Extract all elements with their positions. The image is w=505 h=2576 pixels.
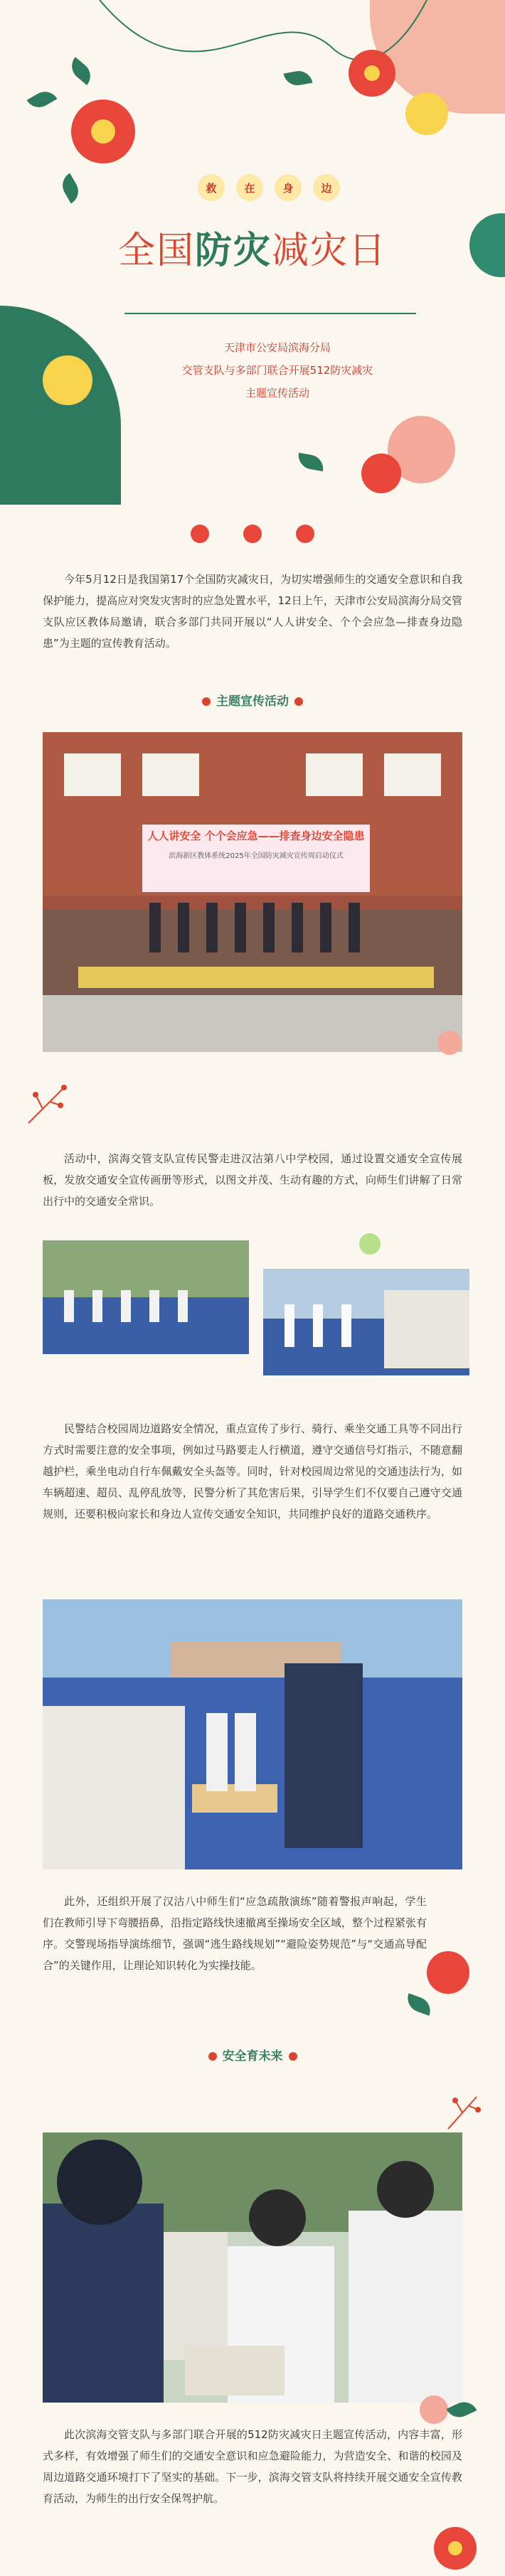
photo-police-leaflets [43,1599,462,1869]
red-flower-icon [361,454,401,493]
tag-shen: 身 [275,174,302,201]
small-flower-icon [296,525,314,543]
red-flower-icon [427,1951,469,1994]
flower-center-icon [448,2541,462,2555]
tag-zai: 在 [236,174,263,201]
section-title-1: 主题宣传活动 [0,691,505,709]
banner-text: 人人讲安全 个个会应急——排查身边安全隐患 [147,830,365,842]
leaf-icon [404,1993,435,2016]
subtitle-line-1: 天津市公安局滨海分局 [223,341,331,354]
divider [124,313,416,314]
flower-center-icon [91,119,115,144]
branch-icon [21,1080,71,1130]
page-title: 全国防灾减灾日 [117,229,388,272]
title-flower-icon [208,2052,217,2061]
small-flower-icon [191,525,209,543]
intro-paragraph: 今年5月12日是我国第17个全国防灾减灾日，为切实增强师生的交通安全意识和自我保护能力，提高应对突发灾害时的应急处置水平，12日上午，天津市公安局滨海分局交管支队应区教体局邀请，联合多部门共同开展以“人人讲安全、个个会应急—排查身边隐患”为主题的宣传教育活动。 [43,573,462,650]
yellow-flower-icon [43,355,92,405]
tag-jiu: 救 [198,174,225,201]
title-flower-icon [202,697,211,706]
paragraph-1: 活动中，滨海交管支队宣传民警走进汉沽第八中学校园，通过设置交通安全宣传展板，发放交通安全宣传画册等形式，以图文并茂、生动有趣的方式，向师生们讲解了日常出行中的交通安全常识。 [43,1152,462,1208]
photo-students-outdoor [43,1240,249,1354]
branch-icon [441,2090,484,2132]
subtitle-line-3: 主题宣传活动 [245,387,309,399]
vine-decoration [0,0,505,100]
section-title-2: 安全育未来 [0,2046,505,2064]
green-balloon-icon [359,1233,381,1255]
banner-subtext: 滨海新区教体系统2025年全国防灾减灾宣传周启动仪式 [169,852,344,860]
title-flower-icon [294,697,303,706]
paragraph-3: 此外，还组织开展了汉沽八中师生们“应急疏散演练”随着警报声响起，学生们在教师引导下弯腰捂鼻，沿指定路线快速撤离至操场安全区域，整个过程紧张有序。交警现场指导演练细节，强调“逃生路线规划”“避险姿势规范”与“交通高导配合”的关键作用，让理论知识转化为实操技能。 [43,1895,427,1972]
paragraph-2: 民警结合校园周边道路安全情况，重点宣传了步行、骑行、乘坐交通工具等不同出行方式时需要注意的安全事项，例如过马路要走人行横道，遵守交通信号灯指示，不随意翻越护栏，乘坐电动自行车佩戴安全头盔等。同时，针对校园周边常见的交通违法行为，如车辆超速、超员、乱停乱放等，民警分析了其危害后果，引导学生们不仅要自己遵守交通规则，还要积极向家长和身边人宣传交通安全知识，共同维护良好的道路交通秩序。 [43,1422,462,1520]
photo-ceremony [43,732,462,1052]
header-teal-blob [0,306,121,505]
flower-center-icon [364,65,380,81]
photo-officer-students [43,2132,462,2403]
pink-flower-icon [420,2395,448,2424]
leaf-icon [297,453,326,471]
tag-bian: 边 [313,174,340,201]
pink-flower-icon [437,1031,462,1055]
leaf-icon [58,173,83,204]
paragraph-closing: 此次滨海交管支队与多部门联合开展的512防灾减灾日主题宣传活动，内容丰富，形式多样，有效增强了师生们的交通安全意识和应急避险能力，为营造安全、和谐的校园及周边道路交通环境打下了坚实的基础。下一步，滨海交管支队将持续开展交通安全宣传教育活动，为师生的出行安全保驾护航。 [43,2428,462,2505]
photo-students-display [263,1269,469,1375]
small-flower-icon [243,525,262,543]
title-flower-icon [289,2052,297,2061]
subtitle-line-2: 交管支队与多部门联合开展512防灾减灾 [181,364,373,377]
yellow-flower-icon [405,92,448,135]
